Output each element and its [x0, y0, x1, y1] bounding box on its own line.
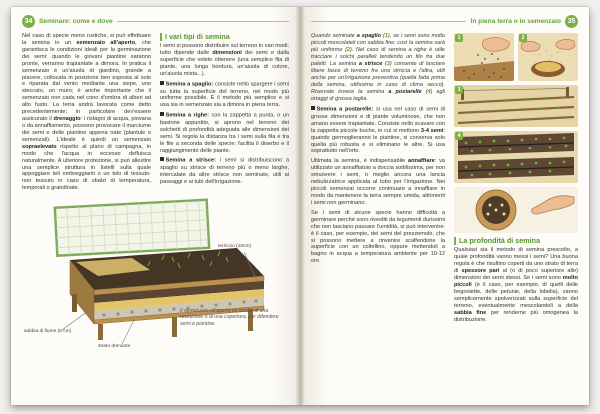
figure-number-badge: 3: [455, 86, 463, 94]
figure-number-badge: 1: [455, 34, 463, 42]
running-head-left: Seminare: come e dove: [39, 18, 113, 25]
bullet-square-icon: [160, 112, 164, 116]
sidenote-italic: Quando seminate a spaglio (1), se i semi sono molto piccoli mescolateli con sabbia fine: così la semina sarà più uniforme (2). Nel caso di semina a righe è utile tracciare i solchi paralleli tendendo un filo fra due paletti. La semina a strisce (3) consente di lasciare libere fasce di terreno fra una striscia e l'altra, utili anche per un'irrigazione preventiva (quella fatta prima della semina, utilissima in caso di clima secco). Riservate invece la semina a postarelle (4) agli ortaggi di grossa taglia.: [311, 33, 445, 103]
seed-pot-figure: [454, 187, 578, 233]
left-column-2: [160, 33, 289, 195]
paragraph-annaffiatura: Ultimata la semina, è indispensabile annaffiare: va utilizzato un annaffiatoio a doccia sottilissima, per non smuovere i semi, o meglio ancora una lancia nebulizzatrice applicata al tubo per l'irrigazione. Nei piccoli semenzai occorre continuare a innaffiare in modo da mantenere la terra sempre umida, altrimenti i semi non germinano.: [311, 158, 445, 206]
figure-number-badge: 2: [519, 34, 527, 42]
page-left-header: [22, 14, 289, 29]
header-rule: [311, 21, 466, 22]
figure-number-badge: 4: [455, 132, 463, 140]
label-sabbia: sabbia di fiume (5 cm): [24, 329, 72, 335]
section-semina-a-strisce: Semina a strisce: i semi si distribuiscono a spaglio su strisce di terreno più o meno larghe, intercalate da altre strisce non seminate, utili ai passaggi e ai tubi dell'irrigazione.: [160, 158, 289, 185]
running-head-right: In piena terra o in semenzaio: [470, 18, 561, 25]
string-line-illustration: [454, 85, 578, 127]
string-line-rows-figure: [454, 85, 578, 127]
paragraph-profondita: Qualsiasi sia il metodo di semina prescelto, a quale profondità vanno messi i semi? Una buona regola è che risultino coperti da uno strato di terra di spessore pari al (o di poco superiore alle) dimensioni dei semi stessi. Se i semi sono molto piccoli (è il caso, per esempio, di quelli delle begoniette, delle petunie, della lobelia), vanno semplicemente spolverizzati sulla superficie del terreno, eventualmente mescolandoli a della sabbia fine per renderne più omogenea la distribuzione.: [454, 247, 578, 323]
label-terriccio: terriccio (10cm): [218, 244, 252, 250]
sand-mixing-figure: [518, 33, 578, 81]
section-semina-a-spaglio: Semina a spaglio: consiste nello spargere i semi su tutta la superficie del terreno, nel modo più uniforme possibile. È il metodo più semplice e si usa sia in semenzaio sia a dimora in piena terra.: [160, 81, 289, 109]
drip-beds-figure: [454, 131, 578, 183]
page-number-left: 34: [22, 15, 35, 28]
page-left: [11, 7, 300, 405]
figure-caption: Il semenzaio all'aperto va dotato di una recinzione o di una copertura, per difendere semi e piantine.: [180, 308, 279, 327]
right-column-illustrations: [454, 33, 578, 327]
seed-pot-illustration: [454, 187, 578, 233]
paragraph-tegumenti: Se i semi di alcune specie hanno difficoltà a germinare perché sono rivestiti da tegumenti durissimi che non lasciano passare l'umidità, si può intervenire: è il caso, per esempio, dei semi del prezzemolo, che si possono mettere a rinvenire scalfendone la superficie con un coltellino, oppure mettendoli a bagno in acqua a temperatura ambiente per 10-12 ore.: [311, 209, 445, 265]
raised-seedbed-figure: [22, 198, 289, 354]
sand-mixing-illustration: [518, 33, 578, 81]
left-column-1: [22, 33, 151, 195]
book-spread: [11, 7, 589, 405]
bullet-square-icon: [160, 81, 164, 85]
section-semina-a-righe: Semina a righe: con la zappetta a punta, o un bastone appuntito, si aprono nel terreno dei solchetti di profondità adeguata alle dimensioni dei semi. Si regola la distanza tra i semi sulla fila e tra le file a seconda delle specie; facilita il diserbo e il raggiungimento delle piante.: [160, 112, 290, 154]
section-semina-a-postarelle: Semina a postarelle: si usa nel caso di semi di grosse dimensioni e di piante voluminose, che non amano essere trapiantate. Consiste nello scavare con la zappetta piccole buche, in cui si mettono 3-4 semi: quando germoglieranno le piantine, si conserva solo quella più robusta e si eliminano le altre. Si usa soprattutto nell'orto.: [311, 106, 445, 155]
bullet-square-icon: [311, 106, 315, 110]
section-heading-tipi-di-semina: I vari tipi di semina: [160, 33, 289, 41]
drip-beds-illustration: [454, 131, 578, 183]
page-right: [300, 7, 589, 405]
page-number-right: 35: [565, 15, 578, 28]
header-rule: [117, 21, 289, 22]
label-strato-drenante: strato drenante: [98, 344, 131, 350]
right-column-text: [311, 33, 445, 327]
section-heading-profondita: La profondità di semina: [454, 237, 578, 245]
paragraph-intro-tipi: I semi si possono distribuire sul terreno in vari modi: tutto dipende dalle dimensioni dei semi e dalla superficie che volete ottenere (una semplice fila di piante, una lunga bordura, un'aiuola di colore, un'aiuola mista...).: [160, 43, 290, 78]
paragraph-semenzaio: Nel caso di specie meno rustiche, si può effettuare la semina in un semenzaio all'aperto, che garantisca le condizioni ideali per la germinazione dei semi: quando le giovani piantine saranno pronte, verranno trapiantate a dimora. In pratica il semenzaio è un'aiuola di giardino, grande a piacere, collocata in posizione ben esposta al sole e riparata dal vento mediante una siepe, uno steccato, un muro; è anche importante che il semenzaio non cada nel cono d'ombra di alberi ad alto fusto. La terra andrà lavorata come detto precedentemente; in particolare dev'essere assicurato il drenaggio: i ristagni di acqua, piovana o da annaffiamento, possono provocare il marciume dei semi e delle piantine appena nate (plantule o semenzali). L'ideale è quindi un semenzaio sopraelevato rispetto al piano di campagna, in modo che l'acqua in eccesso defluisca naturalmente. A ulteriore protezione, si può allestire una semplice struttura in listelli sulla quale appoggiare teli ombreggianti o un telo di tessuto-non tessuto in caso di sbalzi di temperatura, temporali o grandinate.: [22, 33, 152, 192]
broadcast-sowing-figure: [454, 33, 514, 81]
bullet-square-icon: [160, 157, 164, 161]
hand-sowing-illustration: [454, 33, 514, 81]
page-right-header: [311, 14, 578, 29]
